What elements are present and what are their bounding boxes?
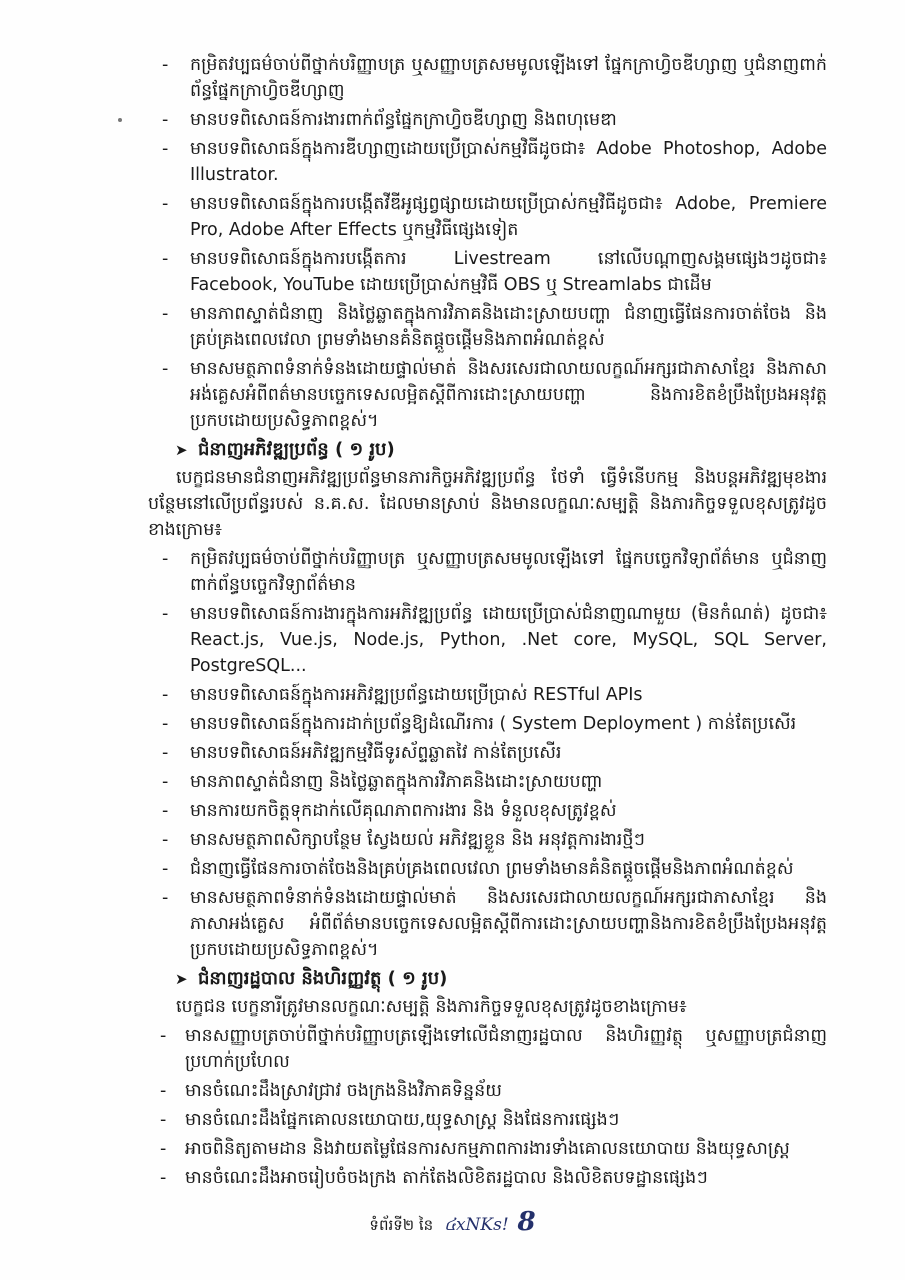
list-item: - មានបទពិសោធន៍ការងារក្នុងការអភិវឌ្ឍប្រព័ន្ធ ដោយប្រើប្រាស់ជំនាញណាមួយ (មិនកំណត់) ដូចជា៖ React.js, Vue.js, Node.js, Python, .Net core, MySQL, SQL Server, PostgreSQL... (162, 604, 827, 676)
section-intro: បេក្ខជនមានជំនាញអភិវឌ្ឍប្រព័ន្ធមានភារកិច្ចអភិវឌ្ឍប្រព័ន្ធ ថែទាំ ធ្វើទំនើបកម្ម និងបន្តអភិវឌ្ឍមុខងារបន្ថែមនៅលើប្រព័ន្ធរបស់ ន.គ.ស. ដែលមានស្រាប់ និងមានលក្ខណៈសម្បត្តិ និងភារកិច្ចទទួលខុសត្រូវដូចខាងក្រោម៖ (148, 468, 827, 540)
list-item: - មានភាពស្ទាត់ជំនាញ និងថ្លៃឆ្លាតក្នុងការវិភាគនិងដោះស្រាយបញ្ហា ជំនាញធ្វើផែនការចាត់ចែង និងគ្រប់គ្រងពេលវេលា ព្រមទាំងមានគំនិតផ្តួចផ្តើមនិងភាពអំណត់ខ្ពស់ (162, 304, 827, 350)
list-item: - មានសមត្ថភាពទំនាក់ទំនងដោយផ្ទាល់មាត់ និងសរសេរជាលាយលក្ខណ៍អក្សរជាភាសាខ្មែរ និងភាសាអង់គ្លេស អំពីព័ត៌មានបច្ចេកទេសលម្អិតស្តីពីការដោះស្រាយបញ្ហានិងការខិតខំប្រឹងប្រែងអនុវត្តប្រកបដោយប្រសិទ្ធភាពខ្ពស់។ (162, 888, 827, 960)
list-item: - មានការយកចិត្តទុកដាក់លើគុណភាពការងារ និង ទំនួលខុសត្រូវខ្ពស់ (162, 801, 617, 821)
list-item: - មានចំណេះដឹងអាចរៀបចំចងក្រង តាក់តែងលិខិតរដ្ឋបាល និងលិខិតបទដ្ឋានផ្សេងៗ (160, 1168, 708, 1188)
list-item: - មានបទពិសោធន៍ក្នុងការបង្កើតវីឌីអូផ្សព្វផ្សាយដោយប្រើប្រាស់កម្មវិធីដូចជា៖ Adobe, Premiere Pro, Adobe After Effects ឬកម្មវិធីផ្សេងទៀត (162, 194, 827, 240)
list-item: - មានសញ្ញាបត្រចាប់ពីថ្នាក់បរិញ្ញាបត្រឡើងទៅលើជំនាញរដ្ឋបាល និងហិរញ្ញវត្ថុ ឬសញ្ញាបត្រជំនាញប្រហាក់ប្រហែល (160, 1026, 827, 1072)
list-item: - កម្រិតវប្បធម៌ចាប់ពីថ្នាក់បរិញ្ញាបត្រ ឬសញ្ញាបត្រសមមូលឡើងទៅ ផ្នែកក្រាហ្វិចឌីហ្សាញ ឬជំនាញពាក់ព័ន្ធផ្នែកក្រាហ្វិចឌីហ្សាញ (162, 55, 827, 101)
page-number-label: ទំព័រទី២ នៃ (369, 1216, 434, 1234)
list-item: - មានចំណេះដឹងស្រាវជ្រាវ ចងក្រងនិងវិភាគទិន្នន័យ (160, 1081, 502, 1101)
list-item: - មានបទពិសោធន៍ក្នុងការអភិវឌ្ឍប្រព័ន្ធដោយប្រើប្រាស់ RESTful APIs (162, 685, 643, 705)
section-system-development-requirements (0, 546, 905, 963)
section-administration-finance-requirements (0, 1023, 905, 1191)
list-item: - មានសមត្ថភាពទំនាក់ទំនងដោយផ្ទាល់មាត់ និងសរសេរជាលាយលក្ខណ៍អក្សរជាភាសាខ្មែរ និងភាសាអង់គ្លេសអំពីពត៌មានបច្ចេកទេសលម្អិតស្តីពីការដោះស្រាយបញ្ហា និងការខិតខំប្រឹងប្រែងអនុវត្តប្រកបដោយប្រសិទ្ធភាពខ្ពស់។ (162, 359, 827, 431)
handwritten-mark: 8 (517, 1207, 536, 1237)
page-footer (0, 1207, 905, 1239)
document-body (0, 52, 905, 1194)
section-heading-administration-finance: ➤ ជំនាញរដ្ឋបាល និងហិរញ្ញវត្ថុ ( ១ រូប) (0, 966, 905, 992)
section-graphic-design-requirements (0, 52, 905, 434)
list-item: - មានបទពិសោធន៍ក្នុងការដាក់ប្រព័ន្ធឱ្យដំណើរការ ( System Deployment ) កាន់តែប្រសើរ (162, 714, 797, 734)
section-heading-system-development: ➤ ជំនាញអភិវឌ្ឍប្រព័ន្ធ ( ១ រូប) (0, 437, 905, 463)
arrow-bullet-icon: ➤ (175, 441, 188, 459)
section-intro: បេក្ខជន បេក្ខនារីត្រូវមានលក្ខណៈសម្បត្តិ និងភារកិច្ចទទួលខុសត្រូវដូចខាងក្រោម៖ (176, 997, 687, 1017)
arrow-bullet-icon: ➤ (175, 970, 188, 988)
list-item: - មានសមត្ថភាពសិក្សាបន្ថែម ស្វែងយល់ អភិវឌ្ឍខ្លួន និង អនុវត្តការងារថ្មីៗ (162, 830, 645, 850)
list-item: - មានភាពស្ទាត់ជំនាញ និងថ្លៃឆ្លាតក្នុងការវិភាគនិងដោះស្រាយបញ្ហា (162, 772, 603, 792)
list-item: - មានបទពិសោធន៍ការងារពាក់ព័ន្ធផ្នែកក្រាហ្វិចឌីហ្សាញ និងពហុមេឌា (162, 110, 617, 130)
list-item: - មានបទពិសោធន៍អភិវឌ្ឍកម្មវិធីទូរស័ព្ទឆ្លាតវៃ កាន់តែប្រសើរ (162, 743, 562, 763)
list-item: - អាចពិនិត្យតាមដាន និងវាយតម្លៃផែនការសកម្មភាពការងារទាំងគោលនយោបាយ និងយុទ្ធសាស្ត្រ (160, 1139, 790, 1159)
list-item: - ជំនាញធ្វើផែនការចាត់ចែងនិងគ្រប់គ្រងពេលវេលា ព្រមទាំងមានគំនិតផ្តួចផ្តើមនិងភាពអំណត់ខ្ពស់ (162, 859, 794, 879)
list-item: - កម្រិតវប្បធម៌ចាប់ពីថ្នាក់បរិញ្ញាបត្រ ឬសញ្ញាបត្រសមមូលឡើងទៅ ផ្នែកបច្ចេកវិទ្យាព័ត៌មាន ឬជំនាញពាក់ព័ន្ធបច្ចេកវិទ្យាព័ត៌មាន (162, 549, 827, 595)
list-item: - មានបទពិសោធន៍ក្នុងការឌីហ្សាញដោយប្រើប្រាស់កម្មវិធីដូចជា៖ Adobe Photoshop, Adobe Illustrator. (162, 139, 827, 185)
handwritten-annotation: ៤xNKs! (443, 1215, 509, 1235)
list-item: - មានបទពិសោធន៍ក្នុងការបង្កើតការ Livestream នៅលើបណ្តាញសង្គមផ្សេងៗដូចជា៖ Facebook, YouTube ដោយប្រើប្រាស់កម្មវិធី OBS ឬ Streamlabs ជាដើម (162, 249, 827, 295)
list-item: - មានចំណេះដឹងផ្នែកគោលនយោបាយ,យុទ្ធសាស្ត្រ និងផែនការផ្សេងៗ (160, 1110, 620, 1130)
